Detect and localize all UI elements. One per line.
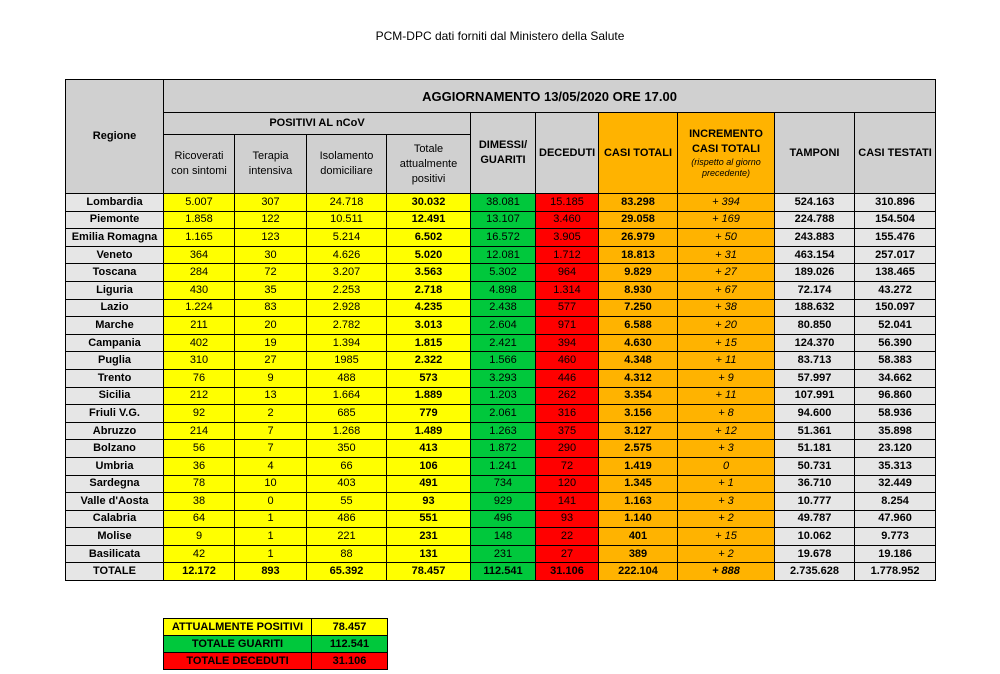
cell-casi-testati: 9.773	[855, 528, 936, 546]
cell-totale-positivi: 1.889	[387, 387, 471, 405]
cell-incremento: + 3	[678, 440, 775, 458]
cell-deceduti: 375	[536, 422, 599, 440]
summary-deceduti-value: 31.106	[312, 653, 388, 670]
cell-tamponi: 51.181	[775, 440, 855, 458]
table-row	[66, 457, 936, 475]
cell-tamponi: 188.632	[775, 299, 855, 317]
table-row	[66, 545, 936, 563]
cell-incremento: + 888	[678, 563, 775, 581]
cell-deceduti: 120	[536, 475, 599, 493]
cell-casi-testati: 35.898	[855, 422, 936, 440]
cell-incremento: + 15	[678, 334, 775, 352]
cell-totale-positivi: 2.322	[387, 352, 471, 370]
cell-terapia: 307	[235, 194, 307, 212]
table-row	[66, 229, 936, 247]
table-row	[66, 211, 936, 229]
cell-region: TOTALE	[66, 563, 164, 581]
cell-ricoverati: 364	[164, 246, 235, 264]
cell-tamponi: 49.787	[775, 510, 855, 528]
cell-dimessi: 2.421	[471, 334, 536, 352]
cell-dimessi: 1.566	[471, 352, 536, 370]
cell-casi-totali: 3.156	[599, 405, 678, 423]
cell-terapia: 1	[235, 528, 307, 546]
cell-ricoverati: 56	[164, 440, 235, 458]
cell-casi-totali: 29.058	[599, 211, 678, 229]
region-header: Regione	[66, 80, 164, 194]
summary-guariti-label: TOTALE GUARITI	[164, 636, 312, 653]
cell-casi-totali: 9.829	[599, 264, 678, 282]
cell-casi-totali: 3.354	[599, 387, 678, 405]
cell-isolamento: 1985	[307, 352, 387, 370]
cell-isolamento: 10.511	[307, 211, 387, 229]
table-row	[66, 317, 936, 335]
cell-region: Lazio	[66, 299, 164, 317]
summary-table	[163, 618, 388, 670]
cell-deceduti: 262	[536, 387, 599, 405]
cell-terapia: 35	[235, 281, 307, 299]
cell-totale-positivi: 551	[387, 510, 471, 528]
table-row	[66, 334, 936, 352]
cell-totale-positivi: 3.563	[387, 264, 471, 282]
cell-tamponi: 2.735.628	[775, 563, 855, 581]
cell-totale-positivi: 12.491	[387, 211, 471, 229]
cell-ricoverati: 78	[164, 475, 235, 493]
cell-incremento: + 1	[678, 475, 775, 493]
cell-deceduti: 394	[536, 334, 599, 352]
cell-ricoverati: 92	[164, 405, 235, 423]
cell-region: Lombardia	[66, 194, 164, 212]
cell-deceduti: 3.460	[536, 211, 599, 229]
cell-incremento: + 50	[678, 229, 775, 247]
deceduti-header: DECEDUTI	[536, 113, 599, 194]
cell-incremento: + 31	[678, 246, 775, 264]
cell-ricoverati: 211	[164, 317, 235, 335]
cell-tamponi: 10.062	[775, 528, 855, 546]
cell-region: Umbria	[66, 457, 164, 475]
table-row	[66, 194, 936, 212]
table-row	[66, 475, 936, 493]
cell-tamponi: 51.361	[775, 422, 855, 440]
cell-tamponi: 80.850	[775, 317, 855, 335]
cell-totale-positivi: 491	[387, 475, 471, 493]
cell-terapia: 7	[235, 440, 307, 458]
table-row	[66, 493, 936, 511]
cell-terapia: 1	[235, 510, 307, 528]
cell-dimessi: 3.293	[471, 369, 536, 387]
cell-region: Sardegna	[66, 475, 164, 493]
cell-ricoverati: 1.858	[164, 211, 235, 229]
cell-tamponi: 463.154	[775, 246, 855, 264]
cell-casi-testati: 138.465	[855, 264, 936, 282]
cell-deceduti: 1.314	[536, 281, 599, 299]
cell-tamponi: 189.026	[775, 264, 855, 282]
cell-ricoverati: 12.172	[164, 563, 235, 581]
table-row	[66, 369, 936, 387]
cell-totale-positivi: 131	[387, 545, 471, 563]
cell-dimessi: 5.302	[471, 264, 536, 282]
cell-region: Puglia	[66, 352, 164, 370]
dimessi-header: DIMESSI/ GUARITI	[471, 113, 536, 194]
cell-tamponi: 50.731	[775, 457, 855, 475]
cell-casi-testati: 34.662	[855, 369, 936, 387]
cell-deceduti: 31.106	[536, 563, 599, 581]
cell-region: Veneto	[66, 246, 164, 264]
cell-incremento: + 9	[678, 369, 775, 387]
cell-isolamento: 88	[307, 545, 387, 563]
cell-dimessi: 1.241	[471, 457, 536, 475]
cell-deceduti: 964	[536, 264, 599, 282]
incremento-title: INCREMENTO CASI TOTALI	[689, 128, 763, 155]
cell-casi-testati: 56.390	[855, 334, 936, 352]
cell-tamponi: 243.883	[775, 229, 855, 247]
cell-terapia: 893	[235, 563, 307, 581]
cell-casi-totali: 7.250	[599, 299, 678, 317]
cell-casi-testati: 35.313	[855, 457, 936, 475]
cell-dimessi: 12.081	[471, 246, 536, 264]
cell-deceduti: 446	[536, 369, 599, 387]
cell-casi-totali: 389	[599, 545, 678, 563]
totale-positivi-header: Totale attualmente positivi	[387, 135, 471, 194]
cell-incremento: + 8	[678, 405, 775, 423]
cell-ricoverati: 76	[164, 369, 235, 387]
cell-terapia: 123	[235, 229, 307, 247]
cell-region: Valle d'Aosta	[66, 493, 164, 511]
cell-isolamento: 65.392	[307, 563, 387, 581]
cell-totale-positivi: 231	[387, 528, 471, 546]
cell-incremento: + 169	[678, 211, 775, 229]
cell-casi-testati: 58.936	[855, 405, 936, 423]
cell-ricoverati: 430	[164, 281, 235, 299]
cell-isolamento: 488	[307, 369, 387, 387]
cell-incremento: + 38	[678, 299, 775, 317]
cell-casi-totali: 3.127	[599, 422, 678, 440]
cell-ricoverati: 9	[164, 528, 235, 546]
cell-dimessi: 38.081	[471, 194, 536, 212]
cell-isolamento: 2.253	[307, 281, 387, 299]
cell-ricoverati: 64	[164, 510, 235, 528]
table-row	[66, 264, 936, 282]
cell-terapia: 2	[235, 405, 307, 423]
cell-deceduti: 93	[536, 510, 599, 528]
cell-dimessi: 496	[471, 510, 536, 528]
cell-isolamento: 685	[307, 405, 387, 423]
cell-casi-totali: 4.348	[599, 352, 678, 370]
incremento-subtitle: (rispetto al giorno precedente)	[691, 157, 761, 178]
cell-isolamento: 1.394	[307, 334, 387, 352]
cell-casi-totali: 83.298	[599, 194, 678, 212]
cell-terapia: 20	[235, 317, 307, 335]
cell-deceduti: 1.712	[536, 246, 599, 264]
cell-deceduti: 27	[536, 545, 599, 563]
cell-terapia: 19	[235, 334, 307, 352]
cell-casi-testati: 32.449	[855, 475, 936, 493]
cell-casi-testati: 19.186	[855, 545, 936, 563]
cell-casi-testati: 257.017	[855, 246, 936, 264]
cell-tamponi: 524.163	[775, 194, 855, 212]
cell-ricoverati: 284	[164, 264, 235, 282]
cell-incremento: + 12	[678, 422, 775, 440]
cell-casi-testati: 58.383	[855, 352, 936, 370]
cell-region: Molise	[66, 528, 164, 546]
cell-dimessi: 2.604	[471, 317, 536, 335]
cell-deceduti: 577	[536, 299, 599, 317]
tamponi-header: TAMPONI	[775, 113, 855, 194]
cell-casi-testati: 8.254	[855, 493, 936, 511]
isolamento-header: Isolamento domiciliare	[307, 135, 387, 194]
cell-tamponi: 107.991	[775, 387, 855, 405]
summary-deceduti-label: TOTALE DECEDUTI	[164, 653, 312, 670]
cell-region: Trento	[66, 369, 164, 387]
cell-dimessi: 929	[471, 493, 536, 511]
cell-totale-positivi: 4.235	[387, 299, 471, 317]
cell-totale-positivi: 3.013	[387, 317, 471, 335]
cell-totale-positivi: 30.032	[387, 194, 471, 212]
cell-isolamento: 2.928	[307, 299, 387, 317]
covid-data-table	[65, 79, 936, 581]
cell-casi-totali: 1.345	[599, 475, 678, 493]
cell-ricoverati: 38	[164, 493, 235, 511]
cell-dimessi: 1.872	[471, 440, 536, 458]
cell-tamponi: 72.174	[775, 281, 855, 299]
cell-deceduti: 22	[536, 528, 599, 546]
table-row	[66, 422, 936, 440]
cell-dimessi: 112.541	[471, 563, 536, 581]
cell-totale-positivi: 5.020	[387, 246, 471, 264]
cell-region: Toscana	[66, 264, 164, 282]
table-row	[66, 299, 936, 317]
cell-casi-totali: 1.140	[599, 510, 678, 528]
cell-region: Bolzano	[66, 440, 164, 458]
cell-deceduti: 290	[536, 440, 599, 458]
cell-deceduti: 316	[536, 405, 599, 423]
cell-tamponi: 224.788	[775, 211, 855, 229]
cell-tamponi: 94.600	[775, 405, 855, 423]
cell-casi-testati: 154.504	[855, 211, 936, 229]
terapia-header: Terapia intensiva	[235, 135, 307, 194]
cell-ricoverati: 5.007	[164, 194, 235, 212]
cell-incremento: + 11	[678, 352, 775, 370]
cell-casi-totali: 8.930	[599, 281, 678, 299]
cell-casi-totali: 2.575	[599, 440, 678, 458]
cell-terapia: 13	[235, 387, 307, 405]
cell-tamponi: 36.710	[775, 475, 855, 493]
cell-terapia: 27	[235, 352, 307, 370]
cell-totale-positivi: 78.457	[387, 563, 471, 581]
table-row	[66, 440, 936, 458]
cell-isolamento: 24.718	[307, 194, 387, 212]
cell-casi-testati: 155.476	[855, 229, 936, 247]
cell-casi-testati: 43.272	[855, 281, 936, 299]
cell-casi-totali: 1.163	[599, 493, 678, 511]
cell-terapia: 30	[235, 246, 307, 264]
total-row	[66, 563, 936, 581]
cell-isolamento: 403	[307, 475, 387, 493]
cell-totale-positivi: 106	[387, 457, 471, 475]
cell-casi-totali: 4.630	[599, 334, 678, 352]
cell-casi-testati: 52.041	[855, 317, 936, 335]
summary-positivi-value: 78.457	[312, 619, 388, 636]
cell-isolamento: 350	[307, 440, 387, 458]
cell-dimessi: 2.438	[471, 299, 536, 317]
cell-isolamento: 221	[307, 528, 387, 546]
cell-incremento: + 11	[678, 387, 775, 405]
page-header: PCM-DPC dati forniti dal Ministero della Salute	[375, 29, 625, 43]
cell-region: Calabria	[66, 510, 164, 528]
cell-terapia: 83	[235, 299, 307, 317]
cell-region: Abruzzo	[66, 422, 164, 440]
cell-terapia: 0	[235, 493, 307, 511]
cell-deceduti: 3.905	[536, 229, 599, 247]
cell-ricoverati: 402	[164, 334, 235, 352]
cell-region: Campania	[66, 334, 164, 352]
cell-isolamento: 486	[307, 510, 387, 528]
cell-casi-totali: 26.979	[599, 229, 678, 247]
cell-region: Piemonte	[66, 211, 164, 229]
cell-region: Friuli V.G.	[66, 405, 164, 423]
cell-incremento: + 2	[678, 510, 775, 528]
ricoverati-header: Ricoverati con sintomi	[164, 135, 235, 194]
cell-casi-testati: 47.960	[855, 510, 936, 528]
table-row	[66, 528, 936, 546]
cell-dimessi: 13.107	[471, 211, 536, 229]
cell-terapia: 4	[235, 457, 307, 475]
cell-incremento: + 20	[678, 317, 775, 335]
cell-casi-testati: 1.778.952	[855, 563, 936, 581]
cell-terapia: 10	[235, 475, 307, 493]
cell-tamponi: 124.370	[775, 334, 855, 352]
cell-casi-totali: 18.813	[599, 246, 678, 264]
cell-dimessi: 1.263	[471, 422, 536, 440]
cell-incremento: + 27	[678, 264, 775, 282]
summary-positivi-label: ATTUALMENTE POSITIVI	[164, 619, 312, 636]
cell-ricoverati: 212	[164, 387, 235, 405]
summary-guariti-value: 112.541	[312, 636, 388, 653]
table-row	[66, 352, 936, 370]
cell-dimessi: 148	[471, 528, 536, 546]
cell-totale-positivi: 413	[387, 440, 471, 458]
casi-testati-header: CASI TESTATI	[855, 113, 936, 194]
cell-region: Marche	[66, 317, 164, 335]
cell-dimessi: 1.203	[471, 387, 536, 405]
cell-incremento: + 2	[678, 545, 775, 563]
update-title: AGGIORNAMENTO 13/05/2020 ORE 17.00	[164, 80, 936, 113]
cell-incremento: 0	[678, 457, 775, 475]
cell-totale-positivi: 573	[387, 369, 471, 387]
cell-casi-testati: 23.120	[855, 440, 936, 458]
cell-incremento: + 394	[678, 194, 775, 212]
table-row	[66, 387, 936, 405]
cell-casi-totali: 4.312	[599, 369, 678, 387]
cell-ricoverati: 1.224	[164, 299, 235, 317]
cell-casi-totali: 401	[599, 528, 678, 546]
cell-totale-positivi: 6.502	[387, 229, 471, 247]
cell-incremento: + 67	[678, 281, 775, 299]
cell-totale-positivi: 1.815	[387, 334, 471, 352]
cell-incremento: + 15	[678, 528, 775, 546]
cell-dimessi: 2.061	[471, 405, 536, 423]
cell-casi-totali: 6.588	[599, 317, 678, 335]
cell-dimessi: 16.572	[471, 229, 536, 247]
cell-ricoverati: 36	[164, 457, 235, 475]
cell-casi-totali: 222.104	[599, 563, 678, 581]
cell-deceduti: 460	[536, 352, 599, 370]
cell-casi-totali: 1.419	[599, 457, 678, 475]
table-row	[66, 246, 936, 264]
cell-isolamento: 5.214	[307, 229, 387, 247]
cell-region: Basilicata	[66, 545, 164, 563]
cell-isolamento: 1.664	[307, 387, 387, 405]
cell-ricoverati: 310	[164, 352, 235, 370]
cell-region: Emilia Romagna	[66, 229, 164, 247]
cell-deceduti: 971	[536, 317, 599, 335]
cell-casi-testati: 96.860	[855, 387, 936, 405]
cell-isolamento: 4.626	[307, 246, 387, 264]
cell-region: Sicilia	[66, 387, 164, 405]
cell-totale-positivi: 2.718	[387, 281, 471, 299]
cell-terapia: 122	[235, 211, 307, 229]
positivi-group-header: POSITIVI AL nCoV	[164, 113, 471, 135]
cell-casi-testati: 150.097	[855, 299, 936, 317]
cell-dimessi: 734	[471, 475, 536, 493]
table-row	[66, 405, 936, 423]
cell-tamponi: 19.678	[775, 545, 855, 563]
cell-terapia: 1	[235, 545, 307, 563]
incremento-header	[678, 113, 775, 194]
cell-terapia: 7	[235, 422, 307, 440]
cell-deceduti: 72	[536, 457, 599, 475]
cell-ricoverati: 1.165	[164, 229, 235, 247]
cell-isolamento: 3.207	[307, 264, 387, 282]
cell-dimessi: 231	[471, 545, 536, 563]
cell-casi-testati: 310.896	[855, 194, 936, 212]
cell-tamponi: 10.777	[775, 493, 855, 511]
cell-isolamento: 66	[307, 457, 387, 475]
cell-totale-positivi: 779	[387, 405, 471, 423]
cell-ricoverati: 42	[164, 545, 235, 563]
cell-totale-positivi: 93	[387, 493, 471, 511]
cell-dimessi: 4.898	[471, 281, 536, 299]
cell-terapia: 72	[235, 264, 307, 282]
cell-tamponi: 57.997	[775, 369, 855, 387]
cell-incremento: + 3	[678, 493, 775, 511]
cell-terapia: 9	[235, 369, 307, 387]
cell-ricoverati: 214	[164, 422, 235, 440]
cell-isolamento: 55	[307, 493, 387, 511]
cell-deceduti: 15.185	[536, 194, 599, 212]
cell-totale-positivi: 1.489	[387, 422, 471, 440]
cell-isolamento: 2.782	[307, 317, 387, 335]
casi-totali-header: CASI TOTALI	[599, 113, 678, 194]
table-row	[66, 510, 936, 528]
table-row	[66, 281, 936, 299]
cell-deceduti: 141	[536, 493, 599, 511]
cell-region: Liguria	[66, 281, 164, 299]
cell-tamponi: 83.713	[775, 352, 855, 370]
cell-isolamento: 1.268	[307, 422, 387, 440]
